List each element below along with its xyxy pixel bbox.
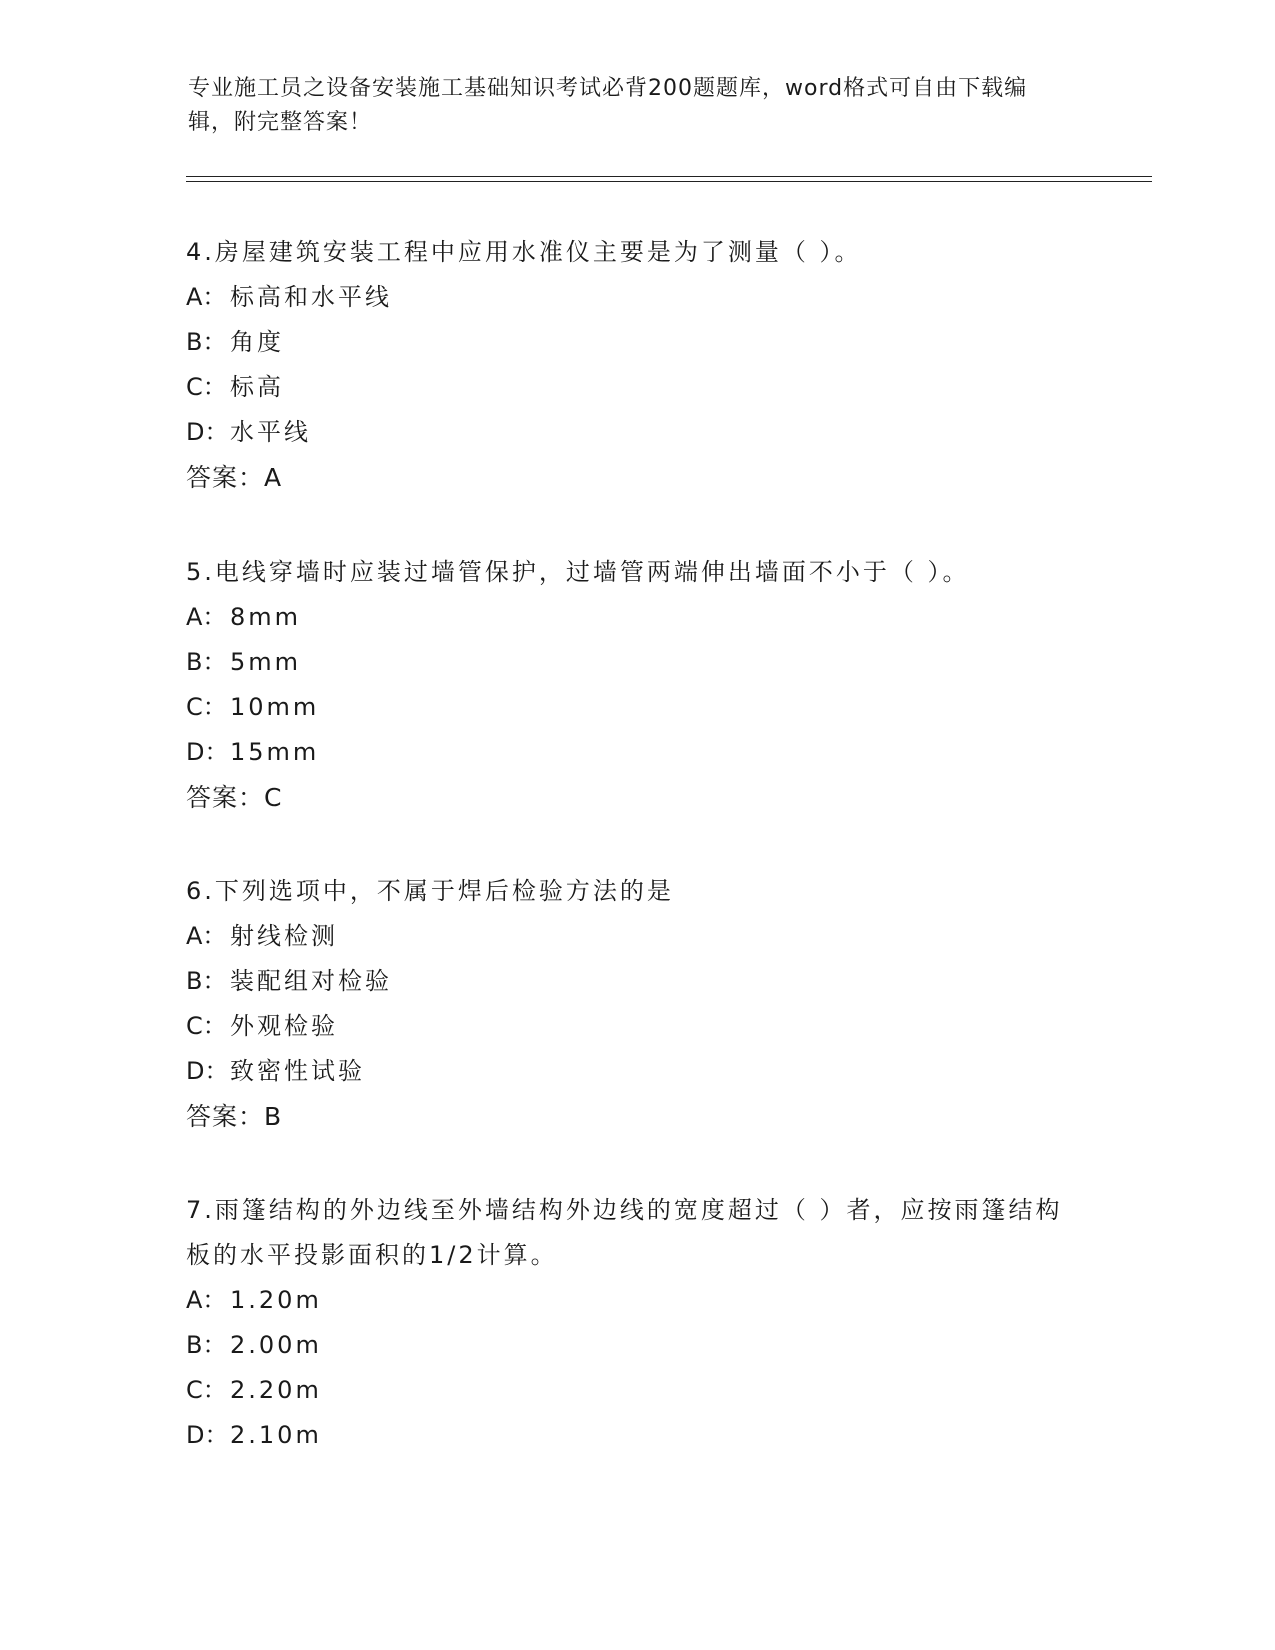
option-letter: A： [186,603,227,631]
option-text: 射线检测 [230,922,338,950]
option-text: 5mm [230,648,302,676]
option-b [186,320,1086,365]
option-a [186,595,1086,640]
option-d [186,1413,1086,1458]
option-b [186,959,1086,1004]
header-divider-bottom [186,181,1152,182]
option-text: 2.00m [230,1331,322,1359]
answer: 答案：B [186,1102,283,1131]
option-letter: B： [186,967,227,995]
option-b [186,1323,1086,1368]
option-text: 角度 [230,328,284,356]
option-c [186,365,1086,410]
option-text: 标高 [230,373,284,401]
option-letter: C： [186,1376,227,1404]
question-5 [186,550,1086,820]
option-text: 2.20m [230,1376,322,1404]
option-letter: B： [186,328,227,356]
header-divider-top [186,176,1152,177]
question-stem: 7.雨篷结构的外边线至外墙结构外边线的宽度超过（ ）者，应按雨篷结构板的水平投影面积的1/2计算。 [186,1196,1063,1269]
option-letter: D： [186,418,229,446]
option-letter: C： [186,373,227,401]
option-letter: D： [186,1057,229,1085]
option-letter: A： [186,283,227,311]
option-a [186,1278,1086,1323]
option-text: 1.20m [230,1286,322,1314]
option-text: 外观检验 [230,1012,338,1040]
answer: 答案：A [186,463,283,492]
option-text: 15mm [230,738,320,766]
option-a [186,275,1086,320]
option-text: 装配组对检验 [230,967,392,995]
option-letter: B： [186,1331,227,1359]
option-d [186,730,1086,775]
option-letter: A： [186,922,227,950]
option-text: 水平线 [230,418,311,446]
question-4 [186,230,1086,500]
option-text: 2.10m [230,1421,322,1449]
option-letter: C： [186,693,227,721]
question-stem: 6.下列选项中，不属于焊后检验方法的是 [186,877,674,905]
option-letter: B： [186,648,227,676]
option-text: 10mm [230,693,320,721]
question-stem: 4.房屋建筑安装工程中应用水准仪主要是为了测量（ ）。 [186,238,862,266]
question-6 [186,869,1086,1139]
option-text: 8mm [230,603,302,631]
option-text: 标高和水平线 [230,283,392,311]
question-stem: 5.电线穿墙时应装过墙管保护，过墙管两端伸出墙面不小于（ ）。 [186,558,970,586]
option-text: 致密性试验 [230,1057,365,1085]
question-7 [186,1188,1086,1458]
option-c [186,1368,1086,1413]
option-letter: A： [186,1286,227,1314]
option-a [186,914,1086,959]
option-letter: C： [186,1012,227,1040]
option-d [186,1049,1086,1094]
document-title: 专业施工员之设备安装施工基础知识考试必背200题题库，word格式可自由下载编辑，附完整答案！ [188,76,1028,135]
option-d [186,410,1086,455]
option-letter: D： [186,1421,229,1449]
option-b [186,640,1086,685]
answer: 答案：C [186,783,283,812]
option-c [186,685,1086,730]
option-letter: D： [186,738,229,766]
option-c [186,1004,1086,1049]
